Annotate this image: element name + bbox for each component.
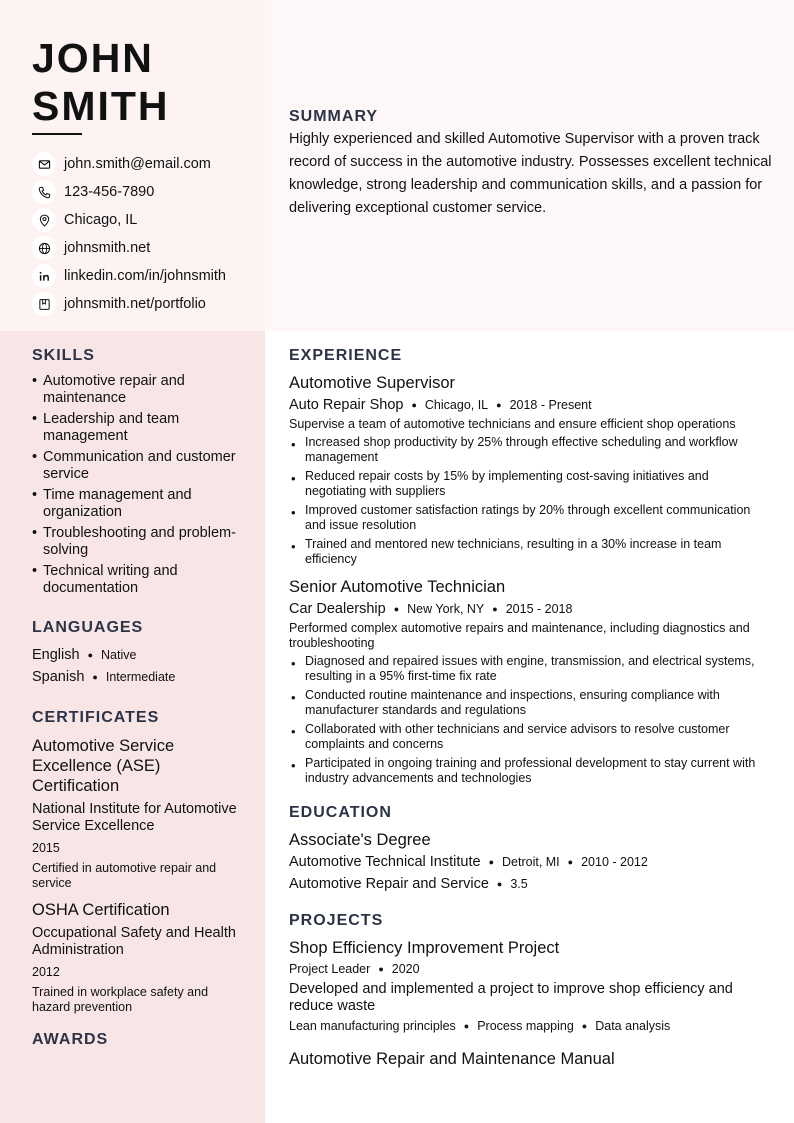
project-role-row bbox=[289, 961, 774, 978]
certificate-name: OSHA Certification bbox=[32, 901, 170, 919]
education-gpa: 3.5 bbox=[510, 877, 528, 891]
certificate-year: 2012 bbox=[32, 965, 60, 979]
skill-item: • Communication and customer service bbox=[32, 449, 247, 483]
certificate-desc: Certified in automotive repair and service bbox=[32, 861, 217, 890]
language-item bbox=[32, 667, 247, 689]
education-school: Automotive Technical Institute bbox=[289, 854, 481, 870]
project-title: Automotive Repair and Maintenance Manual bbox=[289, 1050, 615, 1068]
project-entry bbox=[289, 938, 774, 1035]
education-degree: Associate's Degree bbox=[289, 831, 431, 849]
name-divider bbox=[32, 133, 82, 135]
project-tag: Process mapping bbox=[477, 1019, 574, 1033]
job-bullet: • Trained and mentored new technicians, resulting in a 30% increase in team efficiency bbox=[289, 537, 764, 567]
skills-heading: SKILLS bbox=[32, 347, 95, 364]
separator-dot: ● bbox=[87, 650, 93, 660]
job-dates: 2018 - Present bbox=[509, 398, 592, 412]
education-field: Automotive Repair and Service bbox=[289, 876, 489, 892]
location-icon bbox=[32, 208, 56, 232]
education-dates: 2010 - 2012 bbox=[581, 855, 648, 869]
job-meta bbox=[289, 600, 774, 619]
project-entry bbox=[289, 1049, 774, 1069]
job-bullet: • Diagnosed and repaired issues with engine, transmission, and electrical systems, resulting in a 95% first-time fix rate bbox=[289, 654, 764, 684]
job-bullet: • Increased shop productivity by 25% through effective scheduling and workflow management bbox=[289, 435, 764, 465]
job-entry bbox=[289, 373, 774, 567]
contact-phone[interactable] bbox=[32, 178, 262, 206]
languages-heading: LANGUAGES bbox=[32, 619, 144, 636]
language-item bbox=[32, 645, 247, 667]
project-year: 2020 bbox=[391, 962, 420, 976]
job-location: Chicago, IL bbox=[424, 398, 489, 412]
separator-dot: ● bbox=[492, 604, 498, 614]
separator-dot: ● bbox=[463, 1021, 470, 1031]
education-meta bbox=[289, 853, 774, 872]
separator-dot: ● bbox=[92, 672, 98, 682]
certificate-desc: Trained in workplace safety and hazard prevention bbox=[32, 985, 209, 1014]
first-name: JOHN bbox=[32, 35, 154, 81]
contact-portfolio-text: johnsmith.net/portfolio bbox=[64, 296, 206, 312]
separator-dot: ● bbox=[411, 400, 417, 410]
contact-list bbox=[32, 150, 262, 318]
language-level: Intermediate bbox=[105, 670, 176, 684]
education-entry bbox=[289, 830, 774, 894]
education-heading: EDUCATION bbox=[289, 804, 392, 821]
skills-list bbox=[32, 373, 247, 597]
linkedin-icon bbox=[32, 264, 56, 288]
job-location: New York, NY bbox=[407, 602, 485, 616]
job-bullet: • Participated in ongoing training and professional development to stay current with industry advancements and technologies bbox=[289, 756, 764, 786]
candidate-name bbox=[32, 34, 170, 130]
language-name: English bbox=[32, 647, 80, 663]
contact-email[interactable] bbox=[32, 150, 262, 178]
separator-dot: ● bbox=[393, 604, 400, 614]
globe-icon bbox=[32, 236, 56, 260]
contact-email-text: john.smith@email.com bbox=[64, 156, 211, 172]
contact-portfolio[interactable] bbox=[32, 290, 262, 318]
job-dates: 2015 - 2018 bbox=[505, 602, 573, 616]
skill-item: • Automotive repair and maintenance bbox=[32, 373, 247, 407]
language-name: Spanish bbox=[32, 669, 85, 685]
skill-item: • Leadership and team management bbox=[32, 411, 247, 445]
contact-linkedin[interactable] bbox=[32, 262, 262, 290]
contact-phone-text: 123-456-7890 bbox=[64, 184, 155, 200]
certificate-org: Occupational Safety and Health Administration bbox=[32, 925, 236, 958]
job-bullet: • Collaborated with other technicians and service advisors to resolve customer complaints and concerns bbox=[289, 722, 764, 752]
portfolio-icon bbox=[32, 292, 56, 316]
project-role: Project Leader bbox=[289, 962, 371, 976]
certificate-year: 2015 bbox=[32, 841, 60, 855]
contact-website-text: johnsmith.net bbox=[64, 240, 151, 256]
job-description: Performed complex automotive repairs and maintenance, including diagnostics and troubleshooting bbox=[289, 621, 750, 650]
certificate-name: Automotive Service Excellence (ASE) Certification bbox=[32, 737, 175, 795]
summary-text: Highly experienced and skilled Automotive Supervisor with a proven track record of success in the automotive industry. Possesses excellent technical knowledge, strong leadership and communication skills, and a passion for delivering exceptional customer service. bbox=[289, 131, 772, 216]
job-meta bbox=[289, 396, 774, 415]
education-field-row bbox=[289, 875, 774, 894]
email-icon bbox=[32, 152, 56, 176]
project-title: Shop Efficiency Improvement Project bbox=[289, 939, 560, 957]
projects-heading: PROJECTS bbox=[289, 912, 384, 929]
education-location: Detroit, MI bbox=[502, 855, 560, 869]
right-column bbox=[289, 347, 774, 1069]
contact-linkedin-text: linkedin.com/in/johnsmith bbox=[64, 268, 226, 284]
project-description: Developed and implemented a project to improve shop efficiency and reduce waste bbox=[289, 981, 733, 1014]
separator-dot: ● bbox=[581, 1021, 588, 1031]
experience-heading: EXPERIENCE bbox=[289, 347, 403, 364]
awards-heading: AWARDS bbox=[32, 1031, 109, 1048]
job-bullets bbox=[289, 435, 774, 567]
phone-icon bbox=[32, 180, 56, 204]
project-tag: Lean manufacturing principles bbox=[289, 1019, 456, 1033]
separator-dot: ● bbox=[496, 400, 502, 410]
separator-dot: ● bbox=[488, 857, 494, 867]
job-bullet: • Improved customer satisfaction ratings by 20% through excellent communication and issue resolution bbox=[289, 503, 764, 533]
certificates-heading: CERTIFICATES bbox=[32, 709, 160, 726]
job-company: Auto Repair Shop bbox=[289, 397, 404, 413]
job-description: Supervise a team of automotive technicians and ensure efficient shop operations bbox=[289, 417, 736, 431]
certificate-org: National Institute for Automotive Service Excellence bbox=[32, 801, 237, 834]
contact-location-text: Chicago, IL bbox=[64, 212, 138, 228]
job-bullet: • Conducted routine maintenance and inspections, ensuring compliance with manufacturer standards and regulations bbox=[289, 688, 764, 718]
separator-dot: ● bbox=[496, 879, 503, 889]
job-bullets bbox=[289, 654, 774, 786]
job-entry bbox=[289, 577, 774, 786]
language-level: Native bbox=[101, 648, 137, 662]
job-title: Automotive Supervisor bbox=[289, 374, 455, 392]
last-name: SMITH bbox=[32, 83, 170, 129]
certificate-item bbox=[32, 900, 247, 1015]
certificate-item bbox=[32, 736, 247, 891]
summary-heading: SUMMARY bbox=[289, 108, 379, 125]
job-company: Car Dealership bbox=[289, 601, 386, 617]
job-bullet: • Reduced repair costs by 15% by implementing cost-saving initiatives and negotiating with suppliers bbox=[289, 469, 764, 499]
project-tags bbox=[289, 1018, 774, 1035]
separator-dot: ● bbox=[378, 964, 384, 974]
separator-dot: ● bbox=[567, 857, 574, 867]
skill-item: • Time management and organization bbox=[32, 487, 247, 521]
job-title: Senior Automotive Technician bbox=[289, 578, 506, 596]
project-tag: Data analysis bbox=[595, 1019, 671, 1033]
left-column bbox=[32, 347, 247, 1049]
skill-item: • Technical writing and documentation bbox=[32, 563, 247, 597]
skill-item: • Troubleshooting and problem-solving bbox=[32, 525, 247, 559]
contact-website[interactable] bbox=[32, 234, 262, 262]
contact-location bbox=[32, 206, 262, 234]
